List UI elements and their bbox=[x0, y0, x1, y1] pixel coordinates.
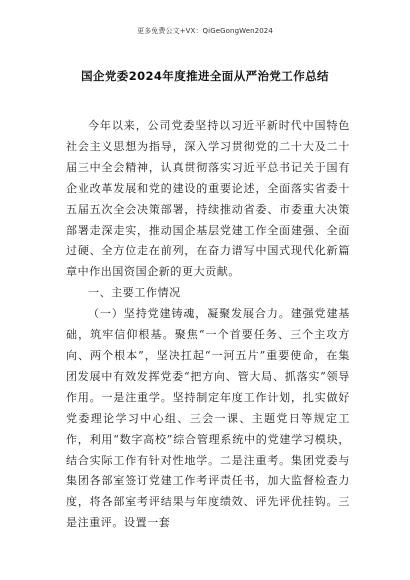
intro-paragraph: 今年以来，公司党委坚持以习近平新时代中国特色社会主义思想为指导，深入学习贯彻党的二十大及二十届三中全会精神，认真贯彻落实习近平总书记关于国有企业改革发展和党的建设的重要论述，全面落实省委十五届五次全会决策部署，持续推动省委、市委重大决策部署走深走实，推动国企基层党建工作全面建强、全面过硬、全方位走在前列，在奋力谱写中国式现代化新篇章中作出国资国企新的更大贡献。 bbox=[66, 119, 350, 279]
section-paragraph: （一）坚持党建铸魂，凝聚发展合力。建强党建基础，筑牢信仰根基。聚焦“一个首要任务、三个主攻方向、两个根本”，坚决扛起“一河五片”重要使命，在集团发展中有效发挥党委“把方向、管大局、抓落实”领导作用。一是注重学。坚持制定年度工作计划，扎实做好党委理论学习中心组、三会一课、主题党日等规定工作，利用“数字高校”综合管理系统中的党建学习模块，结合实际工作有针对性地学。二是注重考。集团党委与集团各部室签订党建工作考评责任书，加大监督检查力度，将各部室考评结果与年度绩效、评先评优挂钩。三是注重评。设置一套 bbox=[66, 307, 350, 530]
document-title: 国企党委2024年度推进全面从严治党工作总结 bbox=[81, 69, 329, 83]
header-note: 更多免费公文+VX：QiGeGongWen2024 bbox=[137, 27, 273, 35]
document-body bbox=[66, 116, 350, 534]
section-heading: 一、主要工作情况 bbox=[88, 286, 181, 300]
